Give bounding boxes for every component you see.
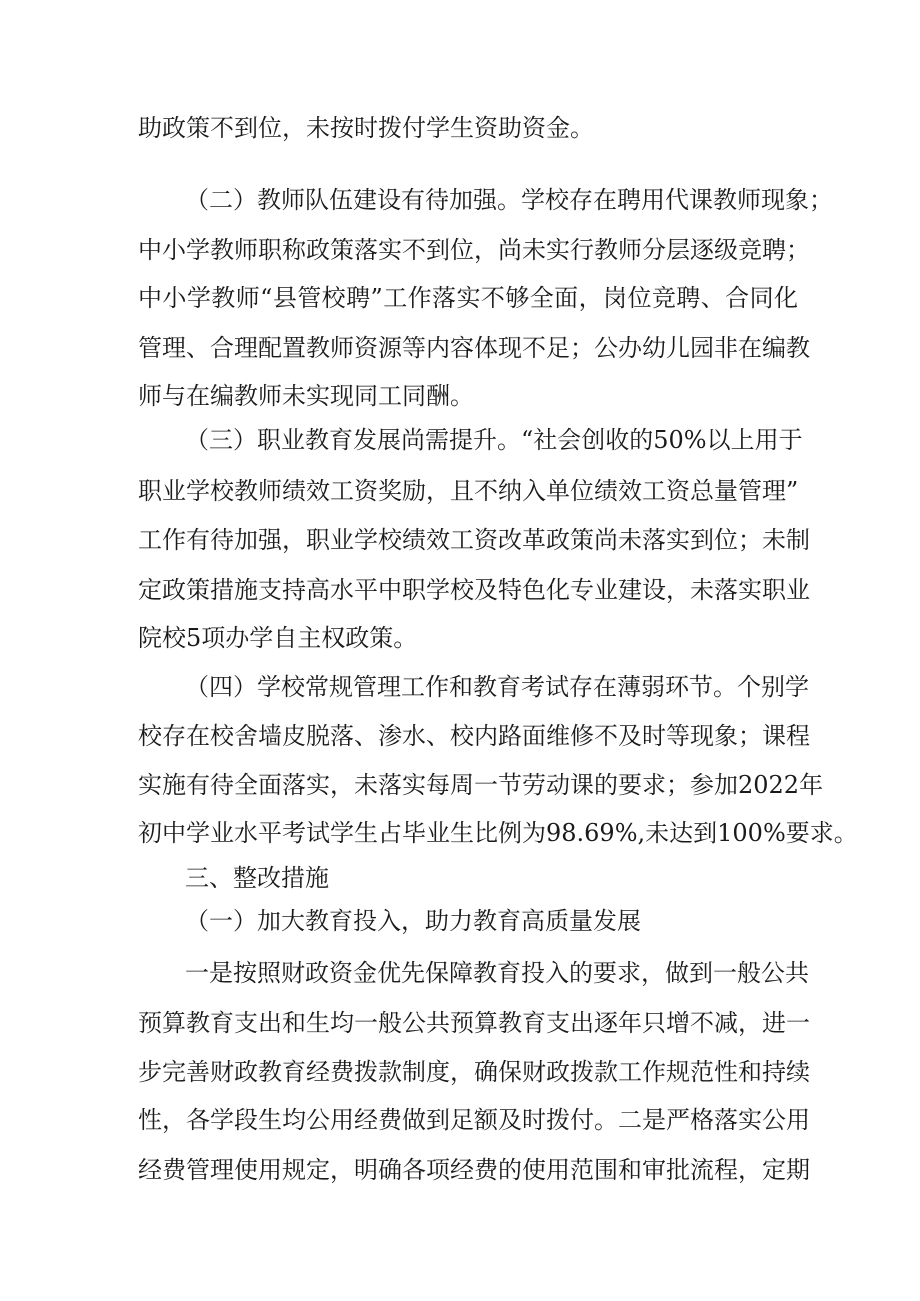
text-line: 三、整改措施 [185,864,329,892]
text-line: （四）学校常规管理工作和教育考试存在薄弱环节。个别学 [185,673,809,701]
text-line: 实施有待全面落实，未落实每周一节劳动课的要求；参加2022年 [138,771,824,799]
text-line: （三）职业教育发展尚需提升。“社会创收的50%以上用于 [185,426,803,454]
text-line: 经费管理使用规定，明确各项经费的使用范围和审批流程，定期 [138,1156,810,1184]
text-line: 助政策不到位，未按时拨付学生资助资金。 [138,114,594,142]
text-line: 师与在编教师未实现同工同酬。 [138,382,474,410]
text-line: 一是按照财政资金优先保障教育投入的要求，做到一般公共 [185,959,809,987]
text-line: 定政策措施支持高水平中职学校及特色化专业建设，未落实职业 [138,576,810,604]
text-line: 中小学教师“县管校聘”工作落实不够全面，岗位竞聘、合同化 [138,284,798,312]
text-line: 初中学业水平考试学生占毕业生比例为98.69%,未达到100%要求。 [138,819,858,847]
text-line: （二）教师队伍建设有待加强。学校存在聘用代课教师现象； [185,186,833,214]
text-line: 管理、合理配置教师资源等内容体现不足；公办幼儿园非在编教 [138,334,810,362]
text-line: （一）加大教育投入，助力教育高质量发展 [185,907,641,935]
text-line: 院校5项办学自主权政策。 [138,624,418,652]
text-line: 工作有待加强，职业学校绩效工资改革政策尚未落实到位；未制 [138,526,810,554]
text-line: 职业学校教师绩效工资奖励，且不纳入单位绩效工资总量管理” [138,477,799,505]
text-line: 校存在校舍墙皮脱落、渗水、校内路面维修不及时等现象；课程 [138,722,810,750]
text-line: 中小学教师职称政策落实不到位，尚未实行教师分层逐级竞聘； [138,236,810,264]
text-line: 性，各学段生均公用经费做到足额及时拨付。二是严格落实公用 [138,1106,810,1134]
text-line: 预算教育支出和生均一般公共预算教育支出逐年只增不减，进一 [138,1009,810,1037]
text-line: 步完善财政教育经费拨款制度，确保财政拨款工作规范性和持续 [138,1058,810,1086]
